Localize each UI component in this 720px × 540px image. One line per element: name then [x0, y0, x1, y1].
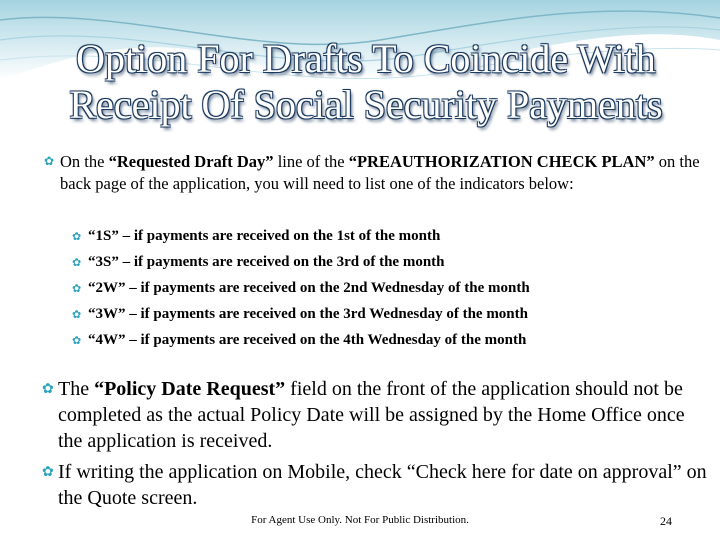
- indicator-item: “3S” – if payments are received on the 3rd of the month: [88, 254, 445, 270]
- requested-draft-day-label: “Requested Draft Day”: [108, 152, 274, 171]
- teardrop-bullet-icon: ✿: [42, 382, 54, 397]
- teardrop-bullet-icon: ✿: [72, 309, 82, 321]
- policy-text-pre: The: [58, 378, 95, 400]
- policy-text-post: field on the front of the application should not be completed as the actual Policy Date will be assigned by the Home Office once the application is received.: [58, 378, 685, 452]
- intro-text-pre: On the: [60, 152, 109, 171]
- preauthorization-plan-label: “PREAUTHORIZATION CHECK PLAN”: [348, 152, 655, 171]
- title-line-2: Receipt Of Social Security Payments: [69, 82, 663, 127]
- indicator-item: “4W” – if payments are received on the 4th Wednesday of the month: [88, 332, 527, 348]
- indicator-item: “1S” – if payments are received on the 1st of the month: [88, 228, 441, 244]
- teardrop-bullet-icon: ✿: [42, 465, 54, 480]
- mobile-paragraph: If writing the application on Mobile, check “Check here for date on approval” on the Quote screen.: [58, 461, 707, 509]
- indicator-item: “3W” – if payments are received on the 3rd Wednesday of the month: [88, 306, 528, 322]
- intro-text-mid: line of the: [273, 152, 349, 171]
- teardrop-bullet-icon: ✿: [72, 283, 82, 295]
- footer-disclaimer: For Agent Use Only. Not For Public Distribution.: [251, 514, 469, 526]
- policy-date-paragraph: [58, 376, 708, 454]
- slide-title: [16, 36, 716, 128]
- intro-paragraph: [60, 151, 700, 194]
- page-number: 24: [660, 514, 672, 528]
- indicator-item: “2W” – if payments are received on the 2nd Wednesday of the month: [88, 280, 530, 296]
- teardrop-bullet-icon: ✿: [72, 257, 82, 269]
- title-line-1: Option For Drafts To Coincide With: [76, 36, 656, 81]
- intro-text-post: on the back page of the application, you will need to list one of the indicators below:: [60, 152, 700, 193]
- teardrop-bullet-icon: ✿: [44, 154, 55, 168]
- policy-date-request-label: “Policy Date Request”: [94, 378, 286, 400]
- teardrop-bullet-icon: ✿: [72, 335, 82, 347]
- teardrop-bullet-icon: ✿: [72, 231, 82, 243]
